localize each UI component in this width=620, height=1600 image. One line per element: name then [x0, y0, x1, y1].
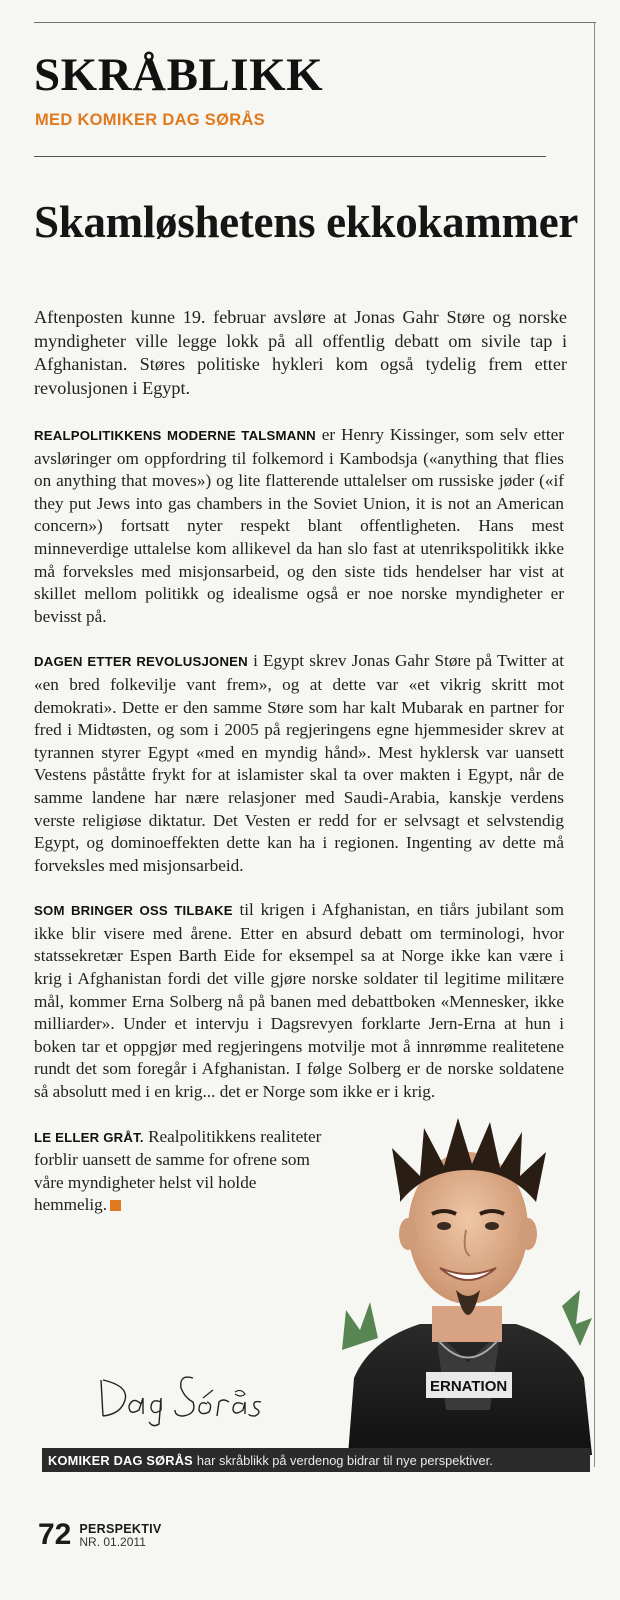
caption-text: har skråblikk på verdenog bidrar til nye perspektiver. [196, 1452, 493, 1468]
author-portrait [340, 1110, 596, 1455]
magazine-name: PERSPEKTIV [79, 1522, 162, 1536]
section-kicker: LE ELLER GRÅT. [34, 1129, 144, 1145]
article-body [34, 306, 567, 1239]
magazine-info [79, 1523, 161, 1550]
lead-paragraph: Aftenposten kunne 19. februar avsløre at Jonas Gahr Støre og norske myndigheter ville legge lokk på all offentlig debatt om sivile tap i Afghanistan. Støres politiske hykleri kom også tydelig frem etter revolusjonen i Egypt. [34, 307, 567, 398]
end-mark-icon [110, 1200, 121, 1211]
article-paragraph [34, 899, 564, 1103]
paragraph-text: i Egypt skrev Jonas Gahr Støre på Twitter at «en bred folkevilje vant frem», og at dette var «et vikrig skritt mot demokrati». Dette er den samme Støre som har kalt Mubarak en partner for fred i Midtøsten, og som i 2005 på regjeringens egne hjemmesider skrev at tyrannen styrer Egypt «med en myndig hånd». Mest hyklersk var uansett Vestens påståtte frykt for at islamister skal ta over makten i Egypt, når de samme landene har nære relasjoner med Saudi-Arabia, kanskje verdens verste religiøse diktatur. Det Vesten er redd for er selvsagt et selvstendig Egypt, og dominoeffekten dette kan ha i regionen. Ingenting av dette må forveksles med misjonsarbeid. [34, 651, 564, 875]
magazine-issue: NR. 01.2011 [79, 1535, 146, 1549]
headline [34, 198, 578, 246]
section-kicker: SOM BRINGER OSS TILBAKE [34, 903, 233, 919]
page-footer [38, 1520, 162, 1550]
section-kicker: DAGEN ETTER REVOLUSJONEN [34, 654, 248, 670]
column-subtitle: MED KOMIKER DAG SØRÅS [35, 111, 265, 129]
column-title: SKRÅBLIKK [34, 49, 324, 101]
paragraph-text: til krigen i Afghanistan, en tiårs jubilant som ikke blir visere med årene. Etter en absurd debatt om terminologi, hvor statssekretær Espen Barth Eide for eksempel sa at Norge ikke kan være i krig i Afghanistan fordi det ville gjøre norske soldater til legitime militære mål, kommer Erna Solberg nå på banen med debattboken «Mennesker, ikke milliarder». Under et intervju i Dagsrevyen forklarte Jern-Erna at hun i boken tar et oppgjør med regjeringens motvilje mot å innrømme realitetene rundt det som foregår i Afghanistan. I følge Solberg er de norske soldatene så absolutt med i en krig... det er Norge som ikke er i krig. [34, 900, 565, 1102]
shirt-print: ERNATION [430, 1378, 508, 1395]
headline-text: Skamløshetens ekkokammer [34, 197, 579, 247]
author-signature [95, 1368, 265, 1428]
top-rule [34, 22, 596, 23]
article-paragraph [34, 424, 564, 628]
section-kicker: REALPOLITIKKENS MODERNE TALSMANN [34, 428, 316, 443]
caption-name: KOMIKER DAG SØRÅS [48, 1452, 193, 1468]
title-divider [34, 156, 546, 157]
closing-paragraph [34, 1126, 324, 1217]
caption-bar [42, 1448, 590, 1472]
page-number: 72 [38, 1518, 72, 1551]
article-paragraph [34, 650, 564, 877]
paragraph-text: er Henry Kissinger, som selv etter avsløringer om oppfordring til folkemord i Kambodsja («anything that flies on anything that moves») og lite flatterende uttalelser om russiske jøder («if they put Jews into gas chambers in the Soviet Union, it is not an American concern») fortsatt nyter respekt blant offentligheten. Hans mest minneverdige uttalelse kom allikevel da han slo fast at utenrikspolitikk ikke må forveksles med misjonsarbeid, og den siste tids hendelser har vist at skillet mellom politikk og idealisme også er noe norske myndigheter er bevisst på. [34, 425, 564, 626]
paragraph-text: Realpolitikkens realiteter forblir uansett de samme for ofrene som våre myndigheter helst vil holde hemmelig. [34, 1126, 322, 1215]
